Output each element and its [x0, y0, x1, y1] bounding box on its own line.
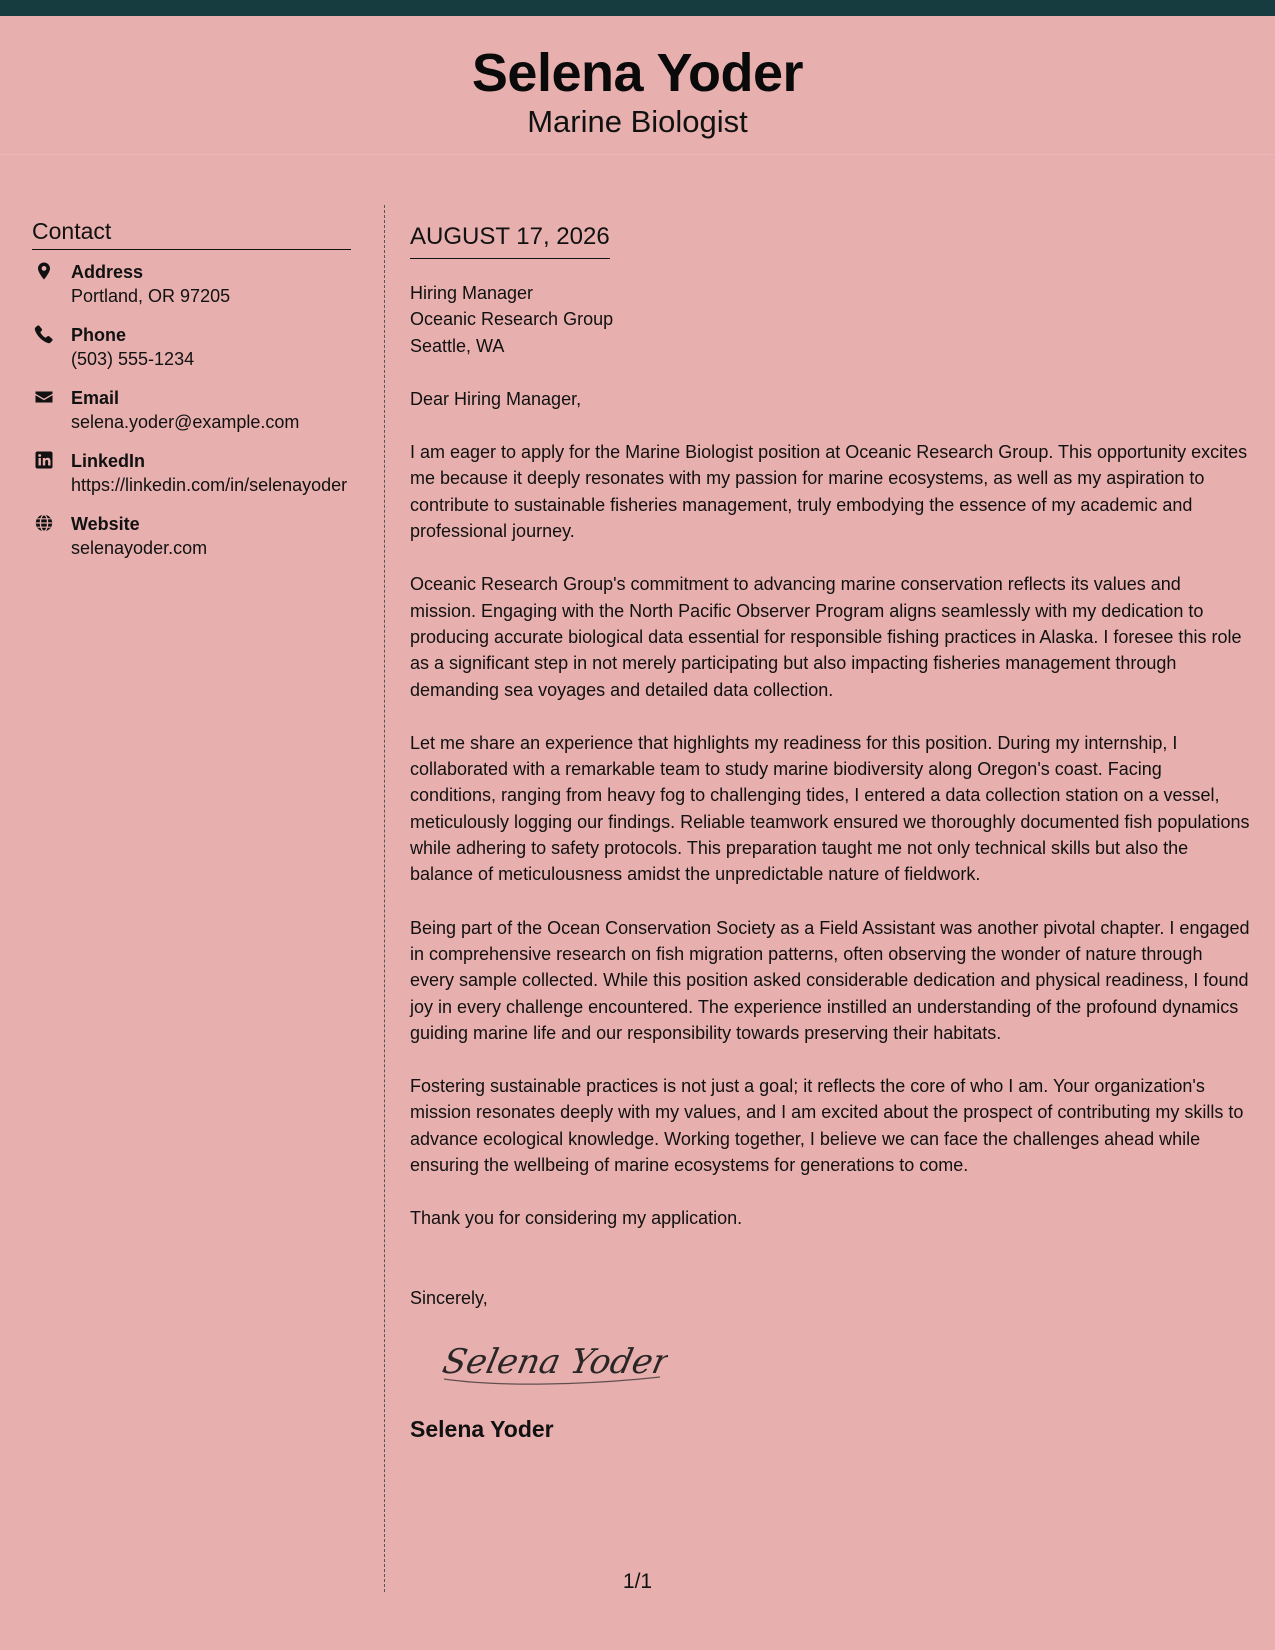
contact-label: Address [71, 262, 144, 282]
recipient-line: Seattle, WA [410, 335, 505, 356]
letter-paragraph: Fostering sustainable practices is not just a goal; it reflects the core of who I am. Your organization's mission resonates deeply with my values, and I am excited about the prospect of contributing my skills to advance ecological knowledge. Working together, I believe we can face the challenges ahead while ensuring the wellbeing of marine ecosystems for generations to come. [410, 1076, 1244, 1176]
location-pin-icon [34, 261, 54, 281]
signature-text: Selena Yoder [439, 1342, 668, 1382]
globe-icon [34, 513, 54, 533]
signed-name: Selena Yoder [410, 1416, 554, 1443]
contact-phone [32, 323, 351, 371]
contact-linkedin [32, 449, 351, 497]
linkedin-icon [34, 450, 54, 470]
linkedin-value: https://linkedin.com/in/selenayoder [71, 475, 348, 495]
phone-value: (503) 555-1234 [71, 349, 195, 369]
recipient-line: Hiring Manager [410, 283, 534, 303]
contact-label: Email [71, 388, 120, 408]
letter-paragraph: Oceanic Research Group's commitment to advancing marine conservation reflects its values and mission. Engaging with the North Pacific Observer Program aligns seamlessly with my dedication to producing accurate biological data essential for responsible fishing practices in Alaska. I foresee this role as a significant step in not merely participating but also impacting fisheries management through demanding sea voyages and detailed data collection. [410, 574, 1242, 700]
contact-label: Website [71, 514, 140, 534]
contact-website [32, 512, 351, 560]
email-value: selena.yoder@example.com [71, 412, 300, 432]
contact-list [32, 260, 351, 560]
job-title: Marine Biologist [527, 104, 748, 139]
handwritten-signature [438, 1331, 668, 1393]
envelope-icon [34, 387, 54, 407]
phone-icon [34, 324, 54, 344]
thank-you-line: Thank you for considering my application. [410, 1208, 743, 1229]
contact-address [32, 260, 351, 308]
recipient-block [410, 280, 1250, 359]
page-number: 1/1 [622, 1570, 653, 1593]
closing: Sincerely, [410, 1287, 488, 1308]
letter-paragraph: Being part of the Ocean Conservation Society as a Field Assistant was another pivotal chapter. I engaged in comprehensive research on fish migration patterns, often observing the wonder of nature through every sample collected. While this position asked considerable dedication and physical readiness, I found joy in every challenge encountered. The experience instilled an understanding of the profound dynamics guiding marine life and our responsibility towards preserving their habitats. [410, 917, 1250, 1043]
letter-paragraph: Let me share an experience that highlights my readiness for this position. During my internship, I collaborated with a remarkable team to study marine biodiversity along Oregon's coast. Facing conditions, ranging from heavy fog to challenging tides, I entered a data collection station on a vessel, meticulously logging our findings. Reliable teamwork ensured we thoroughly documented fish populations while adhering to safety protocols. This preparation taught me not only technical skills but also the balance of meticulousness amidst the unpredictable nature of fieldwork. [410, 732, 1250, 885]
website-value: selenayoder.com [71, 538, 208, 558]
column-divider [384, 205, 385, 1592]
contact-heading: Contact [32, 218, 351, 250]
letter-body [410, 222, 1250, 1443]
header [0, 16, 1275, 155]
salutation: Dear Hiring Manager, [410, 388, 582, 409]
address-value: Portland, OR 97205 [71, 286, 231, 306]
contact-label: Phone [71, 325, 127, 345]
contact-sidebar [32, 218, 351, 575]
top-accent-bar [0, 0, 1275, 16]
applicant-name: Selena Yoder [471, 43, 804, 103]
letter-paragraph: I am eager to apply for the Marine Biologist position at Oceanic Research Group. This opportunity excites me because it deeply resonates with my passion for marine ecosystems, as well as my aspiration to contribute to sustainable fisheries management, truly embodying the essence of my academic and professional journey. [410, 442, 1248, 542]
contact-email [32, 386, 351, 434]
letter-date: AUGUST 17, 2026 [410, 222, 610, 259]
contact-label: LinkedIn [71, 451, 146, 471]
recipient-line: Oceanic Research Group [410, 309, 614, 330]
